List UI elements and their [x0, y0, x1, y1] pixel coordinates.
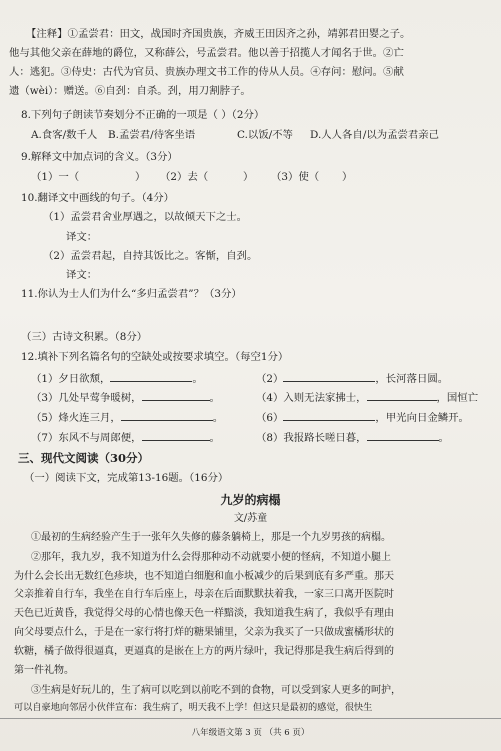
- q10-translation-label-2: 译文：: [66, 269, 98, 281]
- q12-item-3: （3）几处早莺争暖树，: [31, 392, 142, 404]
- q10-sentence-1: （1）孟尝君舍业厚遇之，以故倾天下之士。: [43, 211, 248, 223]
- note-line-2: 他与其他父亲在薛地的爵位，又称薛公，号孟尝君。他以善于招揽人才闻名于世。②亡: [9, 47, 404, 59]
- q12-item-7-end: 。: [209, 432, 220, 444]
- article-line-8: 第一件礼物。: [14, 665, 74, 676]
- note-line-4: 遗（wèi）：赠送。⑥自刭：自杀。刭，用刀割脖子。: [9, 85, 251, 97]
- q12-blank-4[interactable]: [367, 390, 437, 401]
- article-author: 文/苏童: [233, 513, 268, 524]
- q12-stem: 12.填补下列名篇名句的空缺处或按要求填空。（每空1分）: [21, 351, 289, 363]
- q12-item-8: （8）我报路长嗟日暮，: [256, 432, 367, 444]
- q12-item-4-end: ，国恒亡: [436, 392, 479, 404]
- q12-row-2-right: [256, 390, 501, 405]
- section-poem-heading: （三）古诗文积累。（8分）: [21, 331, 148, 343]
- q12-item-5-end: 。: [212, 412, 224, 424]
- q12-item-3-end: 。: [209, 392, 220, 404]
- q8-option-d: D.人人各自/以为孟尝君亲己: [310, 129, 440, 141]
- q9-item-3-open: （3）使（: [271, 171, 320, 183]
- q12-blank-6[interactable]: [283, 410, 375, 421]
- article-line-6: 向父母要点什么，于是在一家行将打烊的糖果铺里，父亲为我买了一只做成蜜橘形状的: [14, 627, 394, 638]
- q12-blank-5[interactable]: [121, 410, 213, 421]
- q8-option-b: B.孟尝君/待客坐语: [108, 129, 196, 141]
- q12-item-8-end: 。: [438, 432, 449, 444]
- q12-item-7: （7）东风不与周郎便，: [31, 432, 142, 444]
- q12-item-6: （6）: [256, 412, 284, 424]
- q8-stem: 8.下列句子朗读节奏划分不正确的一项是（ ）（2分）: [21, 109, 265, 121]
- q12-item-6-end: ，甲光向日金鳞开。: [375, 412, 469, 424]
- q9-item-1-close: ）: [135, 171, 146, 183]
- section-3-part-1-heading: （一）阅读下文，完成第13-16题。（16分）: [24, 472, 229, 484]
- q12-row-4-right: [256, 430, 501, 445]
- q12-row-3-right: [256, 410, 501, 425]
- q12-item-2: （2）: [256, 373, 284, 385]
- q12-blank-7[interactable]: [142, 430, 210, 441]
- article-line-1: ①最初的生病经验产生于一张年久失修的藤条躺椅上，那是一个九岁男孩的病榻。: [31, 532, 391, 543]
- q12-item-1-end: 。: [192, 373, 203, 385]
- q9-item-1-open: （1）一（: [31, 171, 80, 183]
- q10-sentence-2: （2）孟尝君起，自持其饭比之。客惭，自刭。: [43, 250, 258, 262]
- q8-option-a: A.食客/数千人: [31, 129, 98, 141]
- article-line-5: 天色已近黄昏，我觉得父母的心情也像天色一样黯淡，我知道我生病了，我似乎有理由: [14, 608, 394, 619]
- q9-item-2-close: ）: [243, 171, 254, 183]
- page-footer: 八年级语文第 3 页 （共 6 页）: [191, 728, 310, 738]
- q11-stem: 11.你认为士人们为什么“多归孟尝君”？（3分）: [21, 288, 242, 300]
- q12-blank-1[interactable]: [110, 371, 192, 382]
- q10-stem: 10.翻译文中画线的句子。（4分）: [21, 192, 175, 204]
- article-line-4: 父亲推着自行车，我坐在自行车后座上，母亲在后面默默扶着我，一家三口离开医院时: [14, 589, 394, 600]
- footer-divider: [0, 718, 501, 719]
- q12-item-5: （5）烽火连三月，: [31, 412, 121, 424]
- article-line-2: ②那年，我九岁，我不知道为什么会得那种动不动就要小便的怪病，不知道小腿上: [31, 552, 391, 563]
- note-line-3: 人：逃犯。③侍史：古代为官员、贵族办理文书工作的侍从人员。④存问：慰问。⑤献: [9, 66, 404, 78]
- q12-item-4: （4）入则无法家拂士，: [256, 392, 367, 404]
- q12-item-2-end: ，长河落日圆。: [375, 373, 449, 385]
- q8-option-c: C.以饭/不等: [237, 129, 293, 141]
- q12-blank-2[interactable]: [283, 371, 375, 382]
- article-line-9: ③生病是好玩儿的，生了病可以吃到以前吃不到的食物，可以受到家人更多的呵护，: [31, 685, 401, 696]
- q9-stem: 9.解释文中加点词的含义。（3分）: [21, 151, 178, 163]
- q9-item-2-open: （2）去（: [160, 171, 209, 183]
- article-line-10: 可以自豪地向邻居小伙伴宣布：我生病了，明天我不上学！但这只是最初的感觉，很快生: [14, 702, 373, 713]
- q12-blank-3[interactable]: [142, 390, 210, 401]
- q12-item-1: （1）夕日欲颓，: [31, 373, 111, 385]
- article-line-7: 软糖，橘子做得很逼真，更逼真的是嵌在上方的两片绿叶，我记得那是我生病后得到的: [14, 646, 394, 657]
- article-title: 九岁的病榻: [220, 493, 281, 507]
- q12-row-1-right: [256, 371, 501, 386]
- note-line-1: 【注释】①孟尝君：田文，战国时齐国贵族，齐威王田因齐之孙，靖郭君田婴之子。: [26, 28, 411, 40]
- q9-item-3-close: ）: [342, 171, 353, 183]
- q10-translation-label-1: 译文：: [66, 231, 98, 243]
- section-3-heading: 三、现代文阅读（30分）: [18, 451, 150, 465]
- q12-blank-8[interactable]: [367, 430, 439, 441]
- article-line-3: 为什么会长出无数红色疹块，也不知道白细胞和血小板减少的后果到底有多严重。那天: [14, 571, 394, 582]
